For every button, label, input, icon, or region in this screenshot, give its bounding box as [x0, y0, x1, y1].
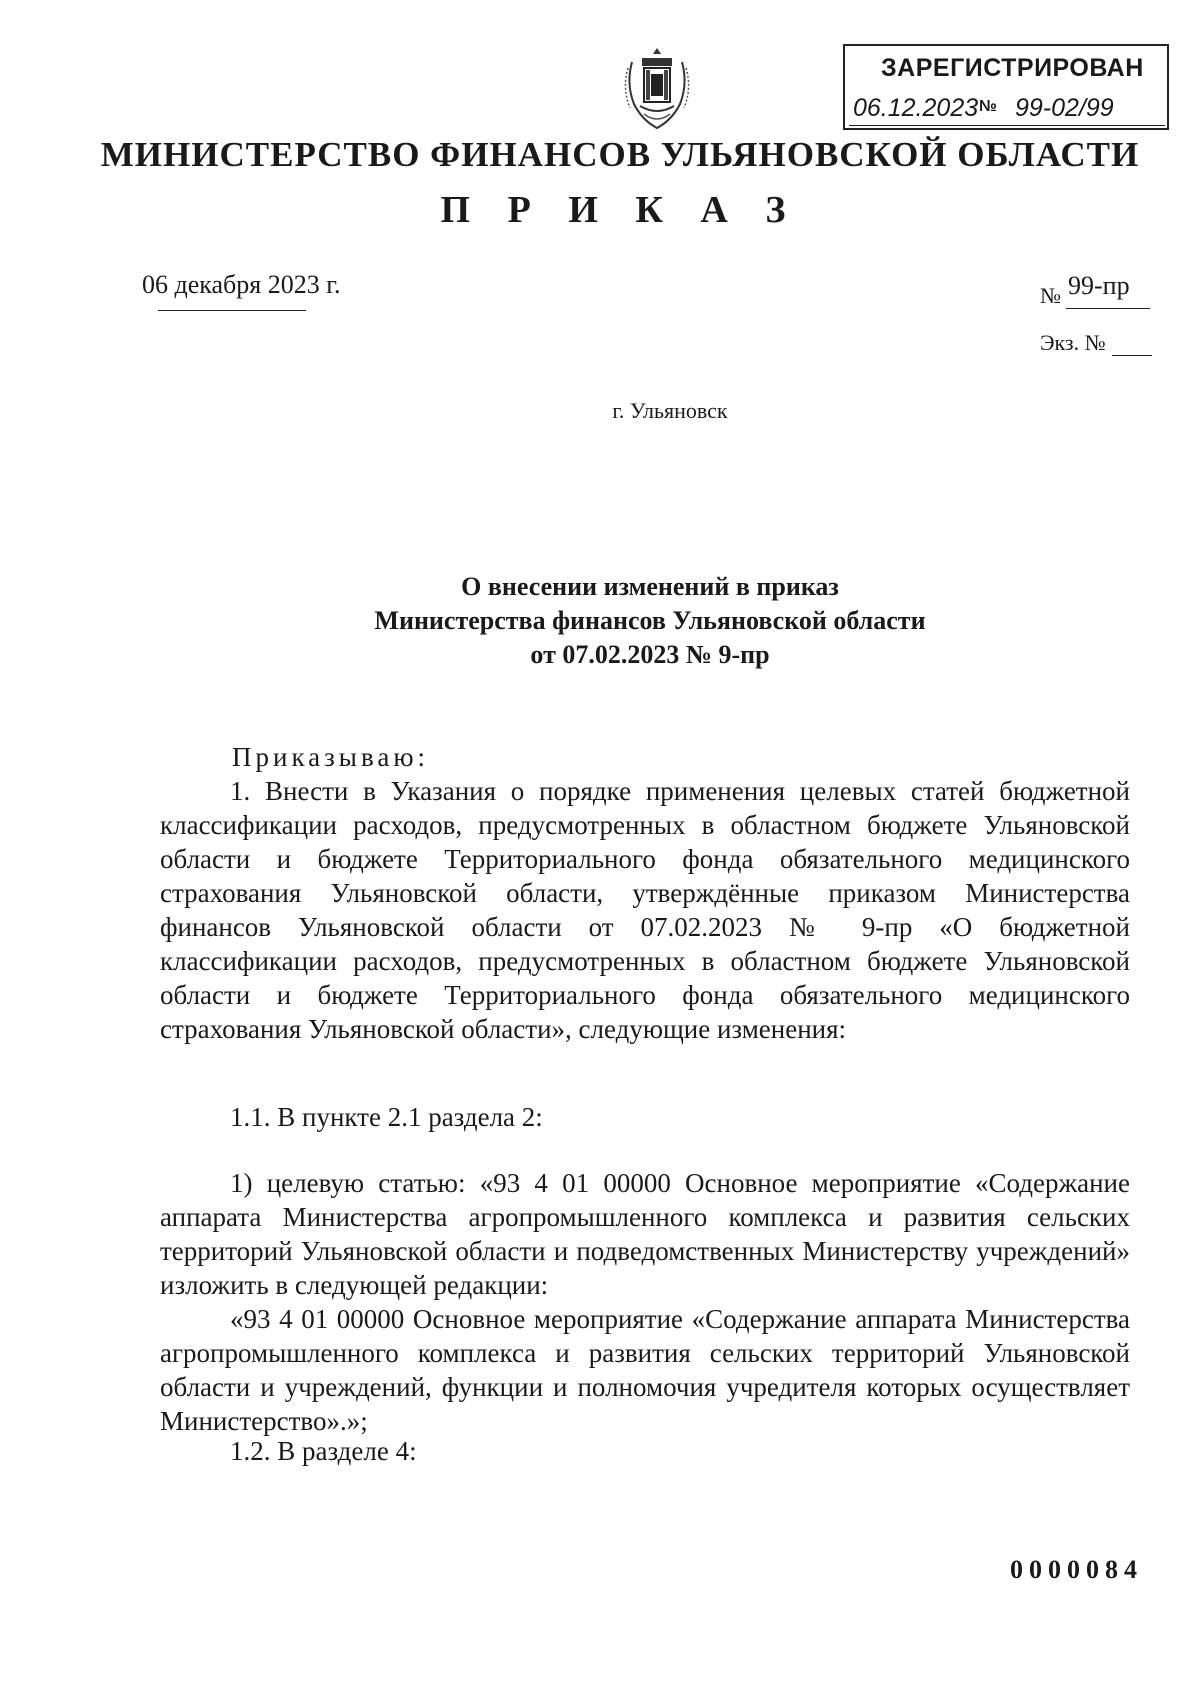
city: г. Ульяновск [612, 398, 728, 423]
order-subject [0, 570, 1200, 672]
stamp-number: 99-02/99 [1015, 94, 1114, 122]
stamp-date: 06.12.2023 [853, 94, 979, 122]
stamp-registration-line [845, 92, 1171, 128]
stamp-number-sign: № [979, 98, 997, 115]
paragraph-1: 1. Внести в Указания о порядке применения целевых статей бюджетной классификации расходов, предусмотренных в областном бюджете Ульяновской области и бюджете Территориального фонда обязательного медицинского страхования Ульяновской области, утверждённые приказом Министерства финансов Ульяновской области от 07.02.2023 № 9-пр «О бюджетной классификации расходов, предусмотренных в областном бюджете Ульяновской области и бюджете Территориального фонда обязательного медицинского страхования Ульяновской области», следующие изменения: [160, 776, 1130, 1044]
paragraph-1-1: 1.1. В пункте 2.1 раздела 2: [230, 1102, 543, 1132]
date-underline [158, 310, 306, 311]
number-sign: № [1040, 283, 1061, 308]
order-word: Приказываю: [232, 742, 429, 772]
stamp-title: ЗАРЕГИСТРИРОВАН [881, 54, 1144, 82]
subject-line-2: Министерства финансов Ульяновской области [374, 606, 926, 635]
paragraph-1-2: 1.2. В разделе 4: [230, 1436, 417, 1466]
copy-number-blank [1112, 335, 1152, 356]
paragraph-1-1-item-1-new-wording: «93 4 01 00000 Основное мероприятие «Содержание аппарата Министерства агропромышленного комплекса и развития сельских территорий Ульяновской области и учреждений, функции и полномочия учредителя которых осуществляет Министерство».»; [160, 1304, 1130, 1436]
document-serial-number: 0000084 [1010, 1555, 1143, 1584]
registration-stamp [843, 44, 1169, 130]
coat-of-arms-emblem [620, 44, 694, 132]
stamp-underline [849, 125, 1165, 126]
number-underline [1066, 308, 1150, 309]
paragraph-1-1-item-1: 1) целевую статью: «93 4 01 00000 Основное мероприятие «Содержание аппарата Министерства агропромышленного комплекса и развития сельских территорий Ульяновской области и подведомственных Министерству учреждений» изложить в следующей редакции: [160, 1168, 1130, 1300]
copy-number-label: Экз. № [1040, 330, 1106, 355]
ministry-name: МИНИСТЕРСТВО ФИНАНСОВ УЛЬЯНОВСКОЙ ОБЛАСТИ [100, 135, 1140, 174]
subject-line-3: от 07.02.2023 № 9-пр [530, 640, 770, 669]
document-title: П Р И К А З [440, 189, 800, 231]
order-date: 06 декабря 2023 г. [142, 270, 341, 299]
subject-line-1: О внесении изменений в приказ [461, 572, 839, 601]
order-number: 99-пр [1068, 271, 1130, 300]
copy-number [1040, 330, 1152, 356]
